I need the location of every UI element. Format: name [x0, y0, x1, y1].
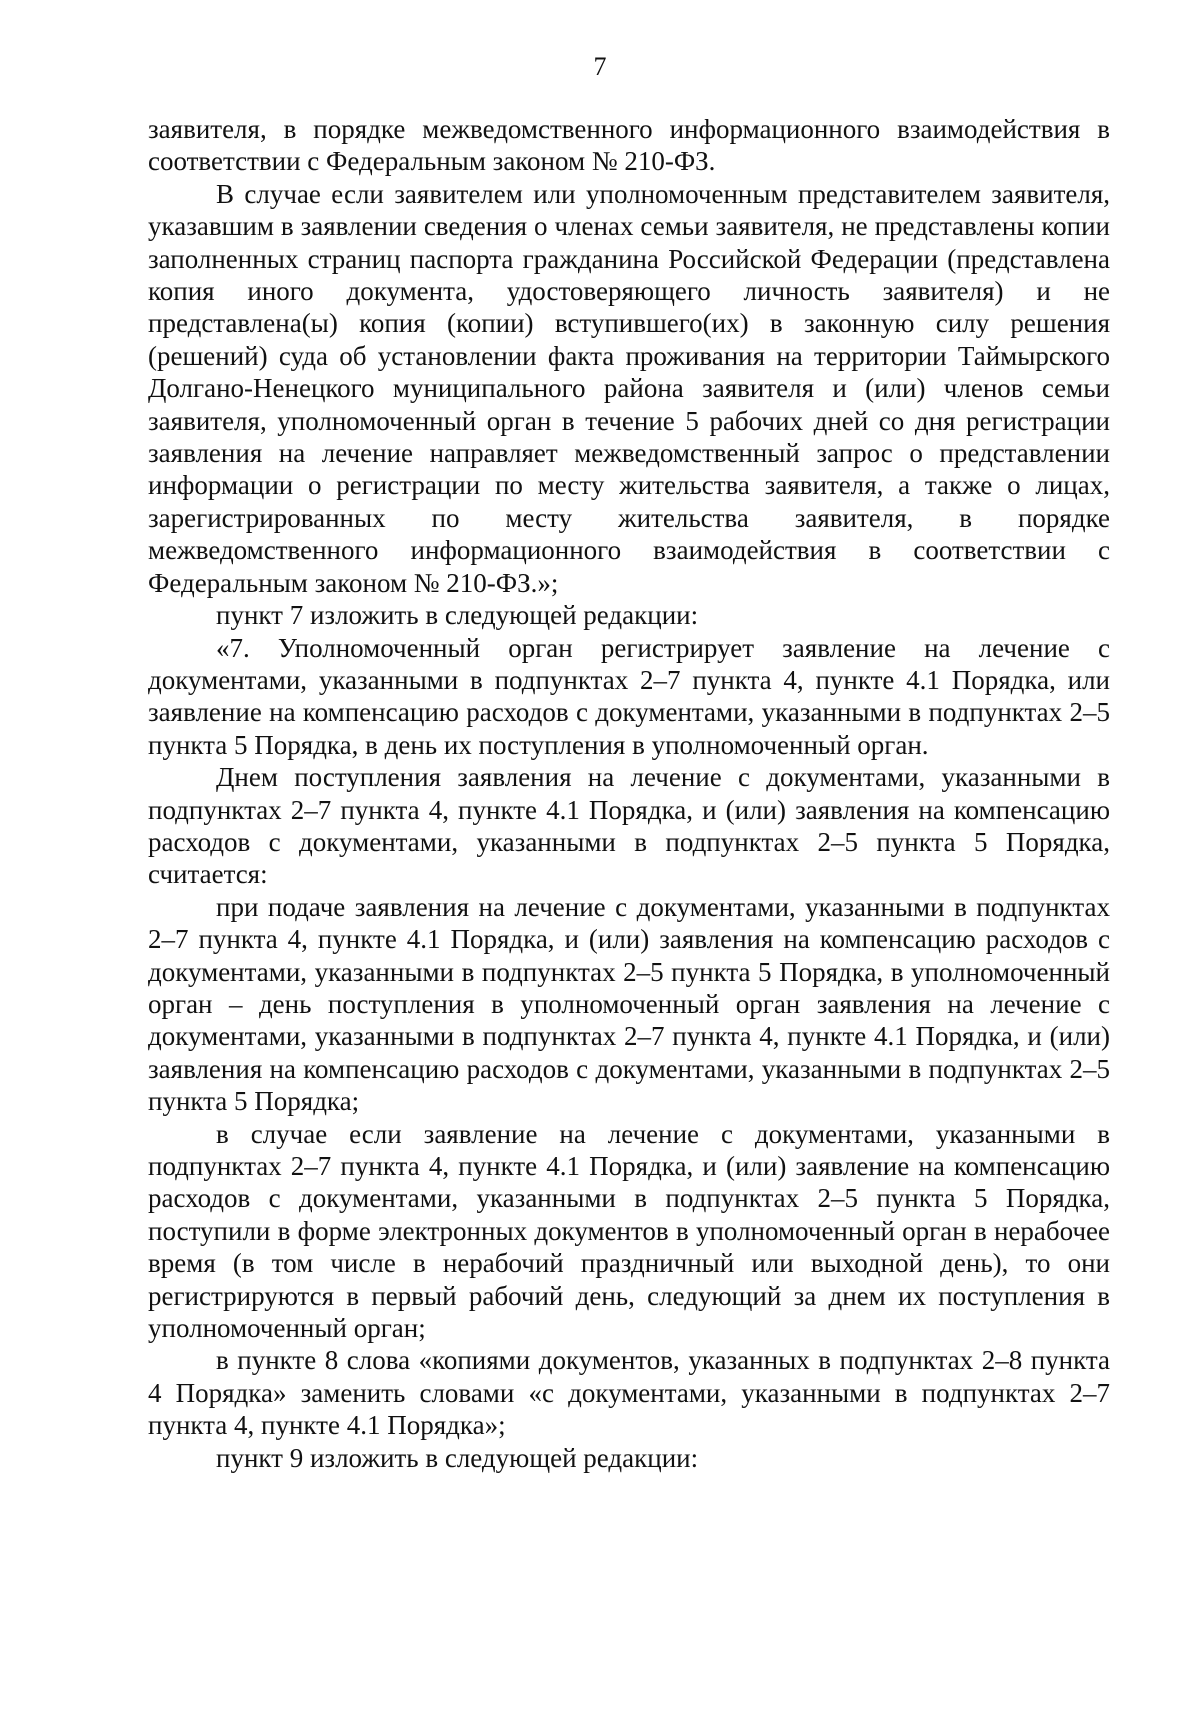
- paragraph-item-8: в пункте 8 слова «копиями документов, указанных в подпунктах 2–8 пункта 4 Порядка» заменить словами «с документами, указанными в подпунктах 2–7 пункта 4, пункте 4.1 Порядка»;: [148, 1345, 1110, 1441]
- paragraph-item-9-intro: пункт 9 изложить в следующей редакции:: [216, 1442, 699, 1473]
- page-number: 7: [593, 52, 607, 81]
- paragraph-electronic-submission: в случае если заявление на лечение с документами, указанными в подпунктах 2–7 пункта 4, пункте 4.1 Порядка, и (или) заявление на компенсацию расходов с документами, указанными в подпунктах 2–5 пункта 5 Порядка, поступили в форме электронных документов в уполномоченный орган в нерабочее время (в том числе в нерабочий праздничный или выходной день), то они регистрируются в первый рабочий день, следующий за днем их поступления в уполномоченный орган;: [148, 1118, 1110, 1344]
- document-body: [148, 113, 1110, 1474]
- paragraph-case-no-passport: В случае если заявителем или уполномоченным представителем заявителя, указавшим в заявлении сведения о членах семьи заявителя, не представлены копии заполненных страниц паспорта гражданина Российской Федерации (представлена копия иного документа, удостоверяющего личность заявителя) и не представлена(ы) копия (копии) вступившего(их) в законную силу решения (решений) суда об установлении факта проживания на территории Таймырского Долгано-Ненецкого муниципального района заявителя и (или) членов семьи заявителя, уполномоченный орган в течение 5 рабочих дней со дня регистрации заявления на лечение направляет межведомственный запрос о представлении информации о регистрации по месту жительства заявителя, а также о лицах, зарегистрированных по месту жительства заявителя, в порядке межведомственного информационного взаимодействия в соответствии с Федеральным законом № 210-ФЗ.»;: [148, 178, 1110, 598]
- paragraph-receipt-day: Днем поступления заявления на лечение с документами, указанными в подпунктах 2–7 пункта 4, пункте 4.1 Порядка, и (или) заявления на компенсацию расходов с документами, указанными в подпунктах 2–5 пункта 5 Порядка, считается:: [148, 762, 1110, 890]
- paragraph-item-7-intro: пункт 7 изложить в следующей редакции:: [216, 600, 699, 631]
- paragraph-item-7: «7. Уполномоченный орган регистрирует заявление на лечение с документами, указанными в подпунктах 2–7 пункта 4, пункте 4.1 Порядка, или заявление на компенсацию расходов с документами, указанными в подпунктах 2–5 пункта 5 Порядка, в день их поступления в уполномоченный орган.: [148, 632, 1110, 760]
- paragraph-submission-in-person: при подаче заявления на лечение с документами, указанными в подпунктах 2–7 пункта 4, пункте 4.1 Порядка, и (или) заявления на компенсацию расходов с документами, указанными в подпунктах 2–5 пункта 5 Порядка, в уполномоченный орган – день поступления в уполномоченный орган заявления на лечение с документами, указанными в подпунктах 2–7 пункта 4, пункте 4.1 Порядка, и (или) заявления на компенсацию расходов с документами, указанными в подпунктах 2–5 пункта 5 Порядка;: [148, 891, 1110, 1117]
- paragraph-continuation: заявителя, в порядке межведомственного информационного взаимодействия в соответствии с Федеральным законом № 210-ФЗ.: [148, 114, 1110, 177]
